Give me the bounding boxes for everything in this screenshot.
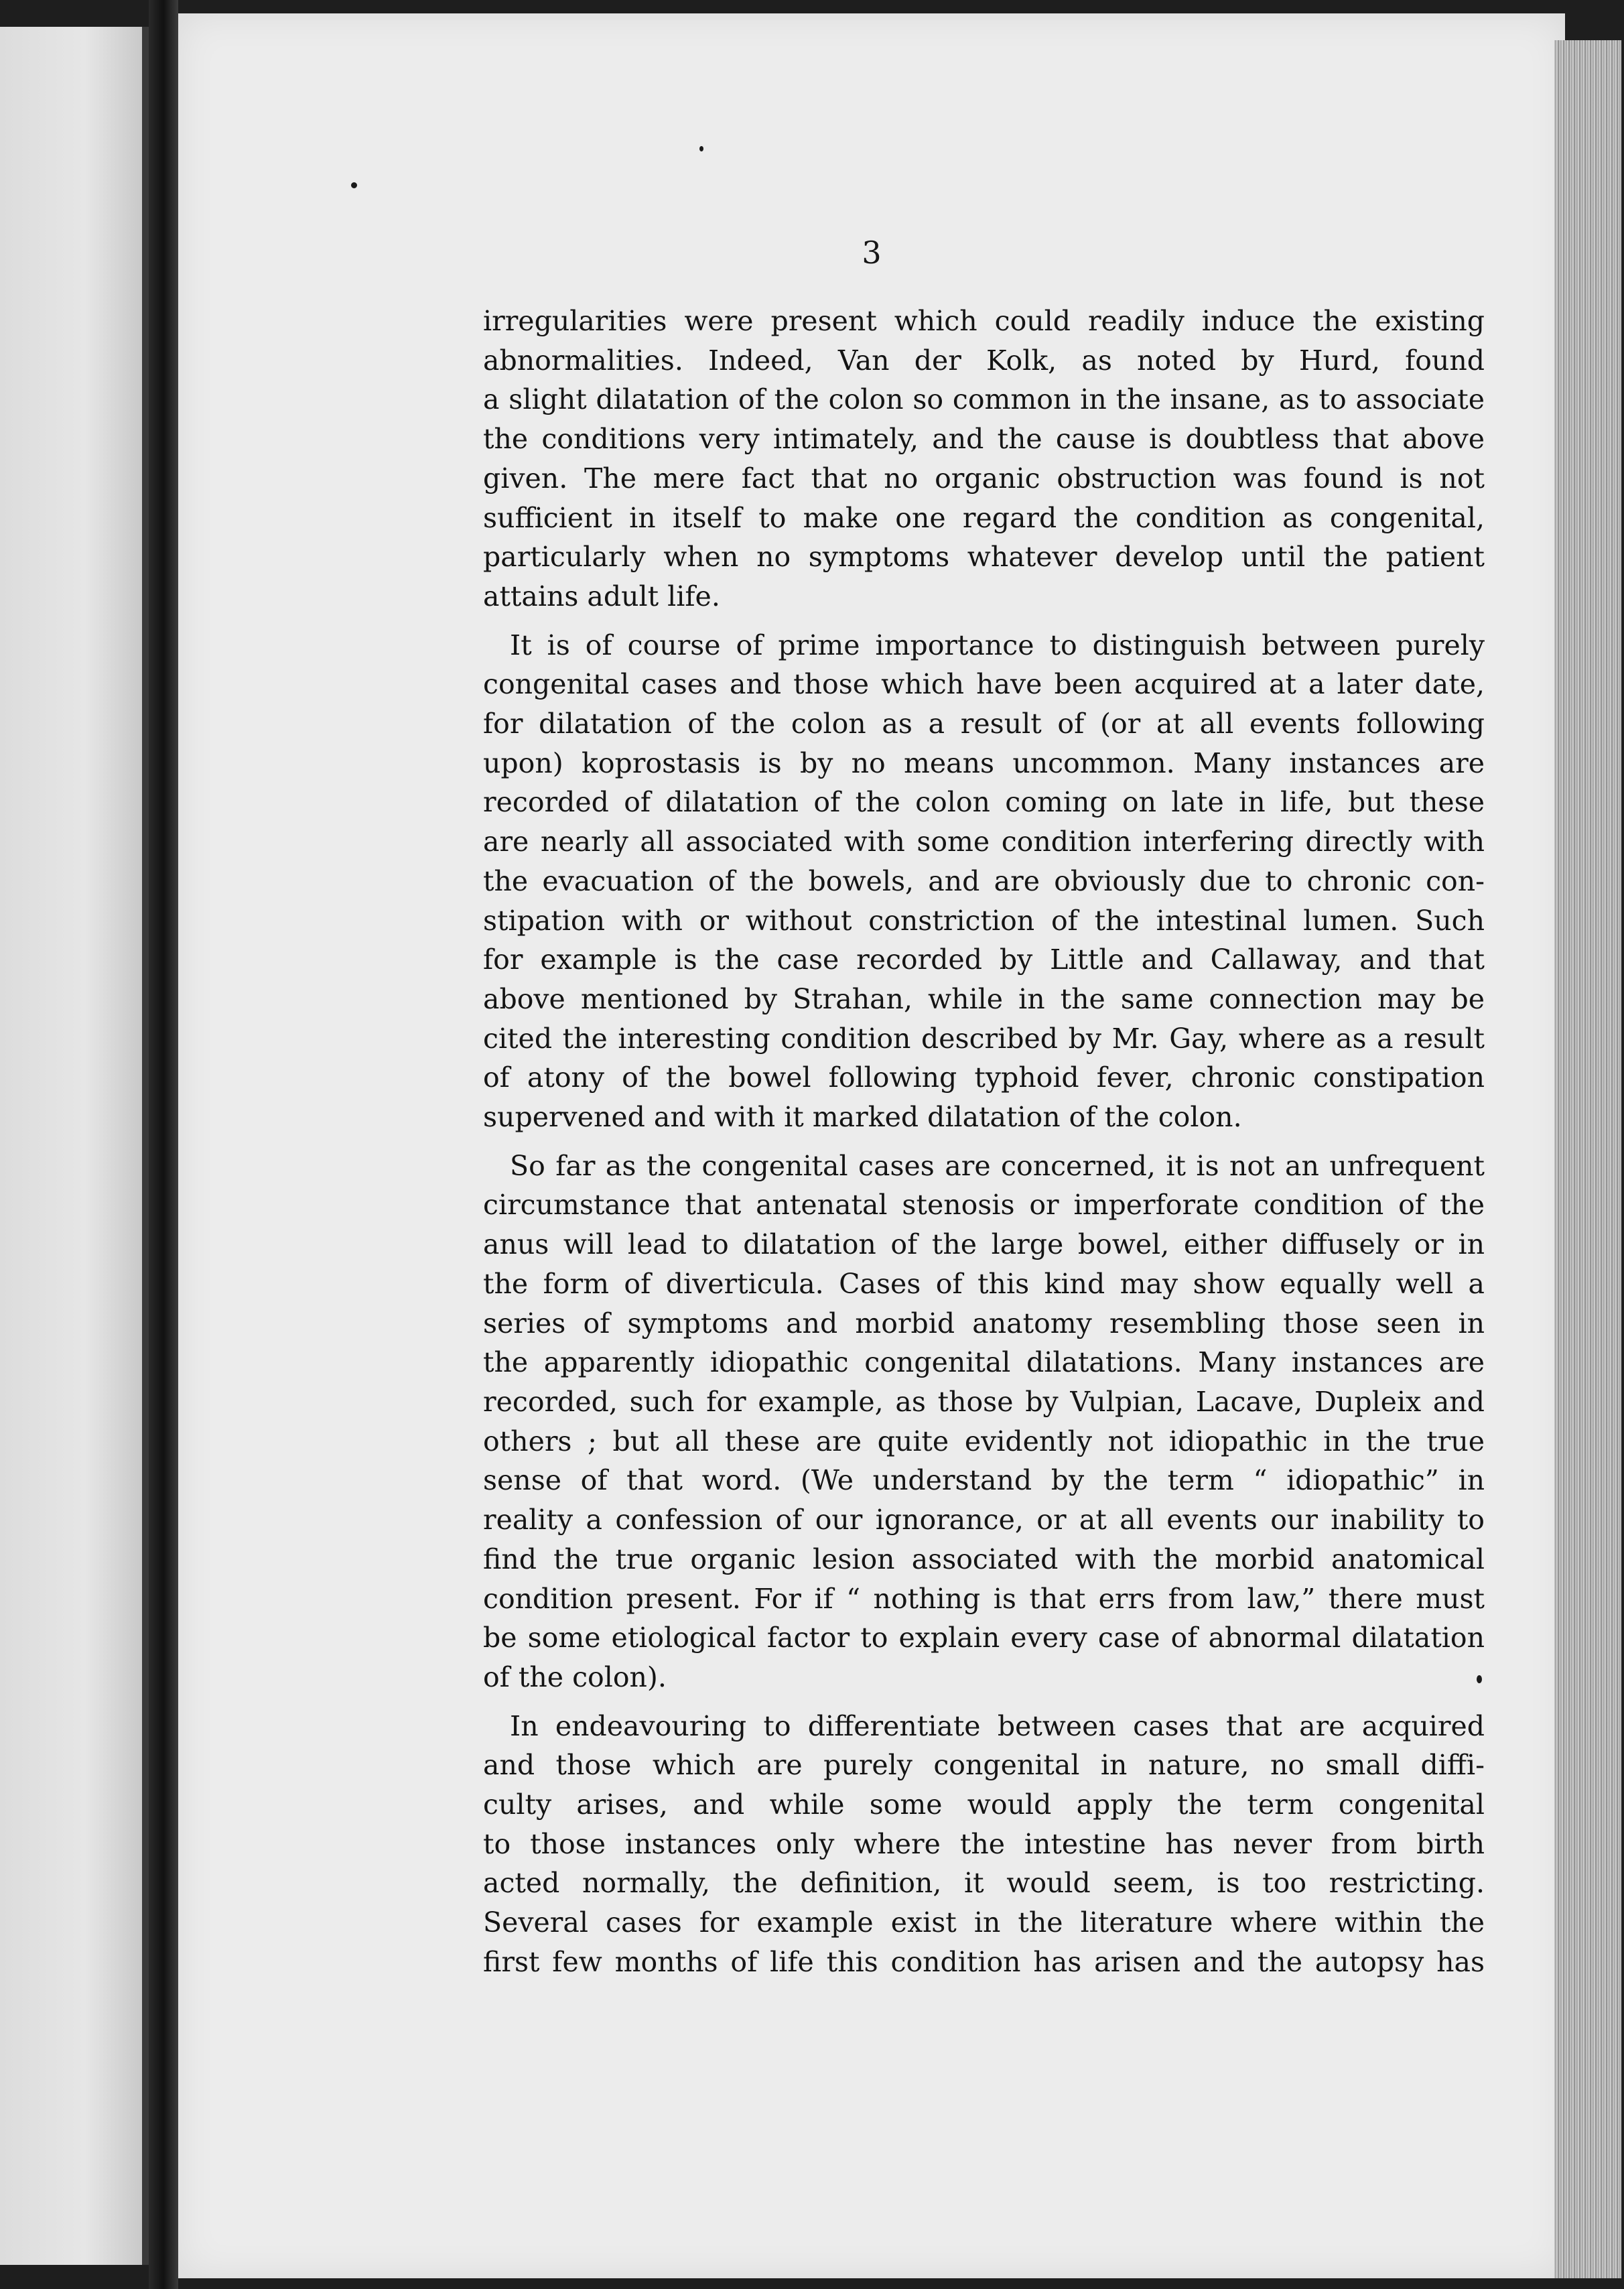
text-line: acted normally, the definition, it would seem, is too restricting. (483, 1867, 1485, 1900)
text-line: to those instances only where the intestine has never from birth (483, 1827, 1485, 1860)
text-line: and those which are purely congenital in nature, no small diffi- (483, 1749, 1485, 1782)
text-line: culty arises, and while some would apply the term congenital (483, 1788, 1485, 1821)
book-gutter (149, 0, 178, 2289)
text-line: be some etiological factor to explain every case of abnormal dilatation (483, 1622, 1485, 1654)
text-line: for example is the case recorded by Little and Callaway, and that (483, 943, 1485, 976)
ink-speck (1477, 1675, 1482, 1683)
body-text (483, 302, 1485, 1982)
text-line: recorded, such for example, as those by Vulpian, Lacave, Dupleix and (483, 1385, 1485, 1418)
text-line: series of symptoms and morbid anatomy resembling those seen in (483, 1307, 1485, 1339)
text-line: sufficient in itself to make one regard the condition as congenital, (483, 501, 1485, 534)
facing-page-edge (0, 27, 149, 2265)
text-line: Several cases for example exist in the literature where within the (483, 1906, 1485, 1939)
text-line: given. The mere fact that no organic obstruction was found is not (483, 462, 1485, 495)
text-line: cited the interesting condition described by Mr. Gay, where as a result (483, 1022, 1485, 1055)
paragraph-2 (483, 626, 1485, 1137)
text-line: irregularities were present which could readily induce the existing (483, 305, 1485, 337)
text-line: attains adult life. (483, 580, 720, 612)
text-line: the evacuation of the bowels, and are obviously due to chronic con- (483, 864, 1485, 897)
text-line: reality a confession of our ignorance, or at all events our inability to (483, 1504, 1485, 1536)
text-line: of the colon). (483, 1660, 667, 1693)
paragraph-4 (483, 1707, 1485, 1982)
text-line: congenital cases and those which have been acquired at a later date, (483, 668, 1485, 701)
text-line: the form of diverticula. Cases of this kind may show equally well a (483, 1267, 1485, 1300)
text-line: stipation with or without constriction of the intestinal lumen. Such (483, 904, 1485, 937)
ink-speck (699, 146, 703, 151)
text-line: the apparently idiopathic congenital dilatations. Many instances are (483, 1346, 1485, 1379)
text-line: anus will lead to dilatation of the large bowel, either diffusely or in (483, 1228, 1485, 1261)
text-line: In endeavouring to differentiate between cases that are acquired (510, 1709, 1485, 1742)
text-line: upon) koprostasis is by no means uncommon. Many instances are (483, 746, 1485, 779)
text-line: particularly when no symptoms whatever develop until the patient (483, 541, 1485, 574)
text-line: for dilatation of the colon as a result of (or at all events following (483, 708, 1485, 740)
text-line: supervened and with it marked dilatation of the colon. (483, 1101, 1242, 1134)
text-line: of atony of the bowel following typhoid fever, chronic constipation (483, 1061, 1485, 1094)
text-line: sense of that word. (We understand by the term “ idiopathic” in (483, 1464, 1485, 1497)
text-line: So far as the congenital cases are concerned, it is not an unfrequent (510, 1149, 1485, 1182)
text-line: the conditions very intimately, and the cause is doubtless that above (483, 423, 1485, 456)
text-line: recorded of dilatation of the colon coming on late in life, but these (483, 786, 1485, 819)
text-line: It is of course of prime importance to distinguish between purely (510, 629, 1485, 661)
text-line: a slight dilatation of the colon so common in the insane, as to associate (483, 383, 1485, 416)
ink-speck (351, 182, 357, 188)
paragraph-3 (483, 1147, 1485, 1697)
page-stack-edge (1554, 40, 1621, 2278)
text-line: others ; but all these are quite evidently not idiopathic in the true (483, 1425, 1485, 1457)
text-line: are nearly all associated with some condition interfering directly with (483, 826, 1485, 858)
text-line: circumstance that antenatal stenosis or imperforate condition of the (483, 1189, 1485, 1222)
page-number: 3 (862, 235, 882, 271)
paragraph-1 (483, 302, 1485, 616)
text-line: first few months of life this condition has arisen and the autopsy has (483, 1945, 1485, 1978)
text-line: abnormalities. Indeed, Van der Kolk, as noted by Hurd, found (483, 344, 1485, 377)
text-line: find the true organic lesion associated with the morbid anatomical (483, 1543, 1485, 1575)
text-line: condition present. For if “ nothing is that errs from law,” there must (483, 1582, 1485, 1615)
page (178, 13, 1565, 2278)
text-line: above mentioned by Strahan, while in the same connection may be (483, 982, 1485, 1015)
